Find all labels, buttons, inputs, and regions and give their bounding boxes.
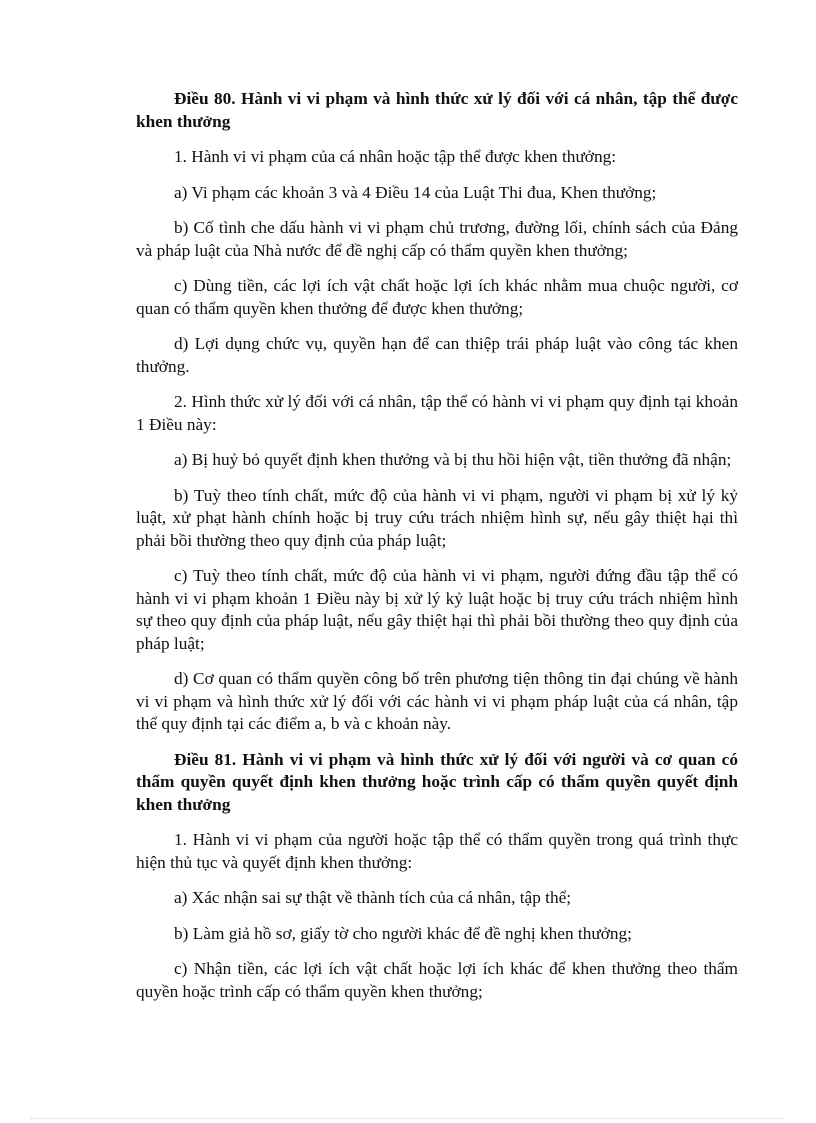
document-page (136, 88, 738, 1016)
article-80-paragraph-2c: c) Tuỳ theo tính chất, mức độ của hành vi vi phạm, người đứng đầu tập thể có hành vi vi phạm khoản 1 Điều này bị xử lý kỷ luật hoặc bị truy cứu trách nhiệm hình sự theo quy định của pháp luật, nếu gây thiệt hại thì phải bồi thường theo quy định của pháp luật; (136, 566, 738, 653)
article-80-heading: Điều 80. Hành vi vi phạm và hình thức xử lý đối với cá nhân, tập thể được khen thưởng (136, 89, 738, 131)
article-80-paragraph-1b: b) Cố tình che dấu hành vi vi phạm chủ trương, đường lối, chính sách của Đảng và pháp luật của Nhà nước để đề nghị cấp có thẩm quyền khen thưởng; (136, 218, 738, 260)
article-80-paragraph-1d: d) Lợi dụng chức vụ, quyền hạn để can thiệp trái pháp luật vào công tác khen thưởng. (136, 334, 738, 376)
article-80-paragraph-1: 1. Hành vi vi phạm của cá nhân hoặc tập thể được khen thưởng: (174, 147, 617, 166)
article-81-paragraph-1: 1. Hành vi vi phạm của người hoặc tập thể có thẩm quyền trong quá trình thực hiện thủ tục và quyết định khen thưởng: (136, 830, 738, 872)
article-81-heading: Điều 81. Hành vi vi phạm và hình thức xử lý đối với người và cơ quan có thẩm quyền quyết định khen thưởng hoặc trình cấp có thẩm quyền quyết định khen thưởng (136, 749, 738, 814)
article-80-paragraph-2d: d) Cơ quan có thẩm quyền công bố trên phương tiện thông tin đại chúng về hành vi vi phạm và hình thức xử lý đối với các hành vi vi phạm pháp luật của cá nhân, tập thể quy định tại các điểm a, b và c khoản này. (136, 669, 738, 733)
article-80-paragraph-1c: c) Dùng tiền, các lợi ích vật chất hoặc lợi ích khác nhằm mua chuộc người, cơ quan có thẩm quyền khen thưởng để được khen thưởng; (136, 276, 738, 318)
article-81-paragraph-1a: a) Xác nhận sai sự thật về thành tích của cá nhân, tập thể; (174, 888, 572, 907)
article-80-paragraph-2: 2. Hình thức xử lý đối với cá nhân, tập thể có hành vi vi phạm quy định tại khoản 1 Điều này: (136, 392, 738, 434)
article-81-paragraph-1b: b) Làm giả hồ sơ, giấy tờ cho người khác để đề nghị khen thưởng; (174, 923, 632, 943)
article-80-paragraph-2b: b) Tuỳ theo tính chất, mức độ của hành vi vi phạm, người vi phạm bị xử lý kỷ luật, xử phạt hành chính hoặc bị truy cứu trách nhiệm hình sự, nếu gây thiệt hại thì phải bồi thường theo quy định của pháp luật; (136, 485, 738, 550)
page-bottom-border (30, 1118, 786, 1119)
article-81-paragraph-1c: c) Nhận tiền, các lợi ích vật chất hoặc lợi ích khác để khen thưởng theo thẩm quyền hoặc trình cấp có thẩm quyền khen thưởng; (136, 959, 738, 1001)
article-80-paragraph-1a: a) Vi phạm các khoản 3 và 4 Điều 14 của Luật Thi đua, Khen thưởng; (174, 182, 657, 202)
article-80-paragraph-2a: a) Bị huỷ bỏ quyết định khen thưởng và bị thu hồi hiện vật, tiền thưởng đã nhận; (174, 450, 732, 469)
